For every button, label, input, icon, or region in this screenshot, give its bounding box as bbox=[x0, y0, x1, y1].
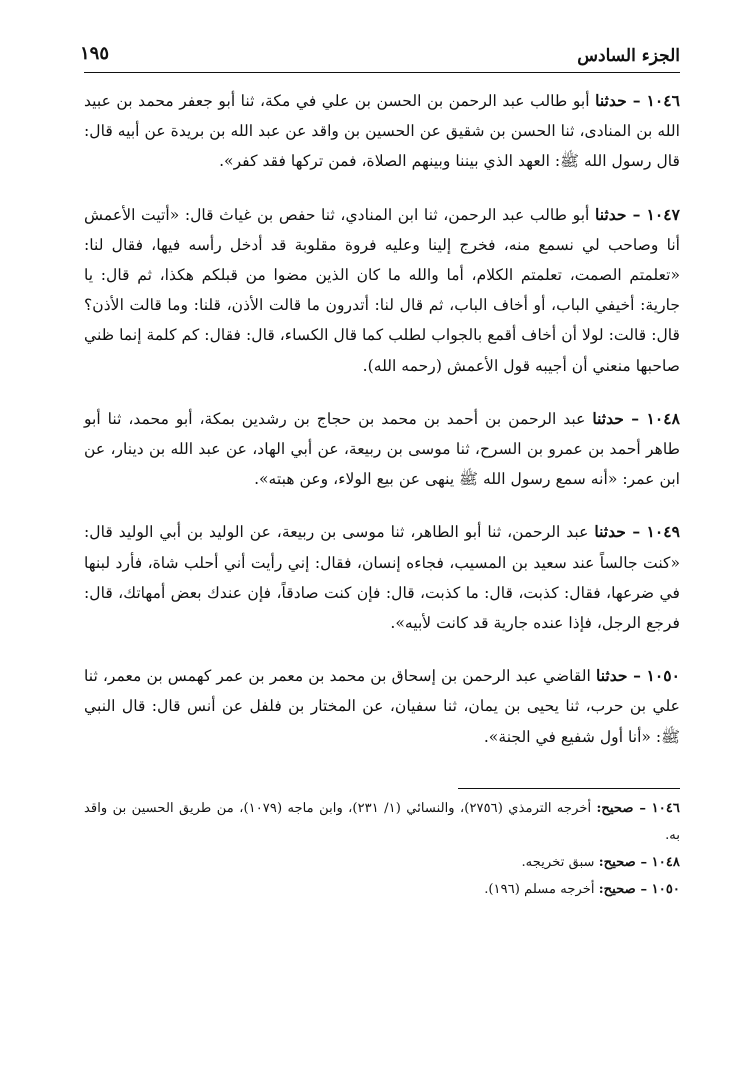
hadith-number: ١٠٤٧ bbox=[646, 204, 680, 224]
hadith-entry bbox=[84, 661, 680, 752]
hadith-entry bbox=[84, 200, 680, 381]
page-number: ١٩٥ bbox=[80, 43, 110, 64]
hadith-dash: – bbox=[627, 666, 647, 686]
footnote-grade: صحيح: bbox=[598, 854, 636, 870]
hadith-number: ١٠٥٠ bbox=[646, 666, 680, 686]
hadith-keyword: حدثنا bbox=[594, 522, 626, 542]
footnote-text: سبق تخريجه. bbox=[521, 854, 599, 870]
hadith-entry bbox=[84, 404, 680, 495]
hadith-keyword: حدثنا bbox=[592, 408, 624, 428]
hadith-text: أبو طالب عبد الرحمن، ثنا ابن المنادي، ثنا حفص بن غياث قال: «أتيت الأعمش أنا وصاحب لي نسمع منه، فخرج إلينا وعليه فروة مقلوبة قد أدخل رأسه فيها، فقال لنا: «تعلمتم الصمت، تعلمتم الكلام، أما والله ما كان الذين مضوا من قبلكم هكذا، ثم قال: يا جارية: أخيفي الباب، أو أخاف الباب، ثم قال لنا: أتدرون ما قالت الأذن، قلنا: وما قالت الأذن؟ قال: قالت: لولا أن أخاف أقمع بالجواب لطلب كما قال الكساء، قال: فقال: كم كلمة إنما ظني صاحبها منعني أن أجيبه قول الأعمش (رحمه الله). bbox=[84, 205, 680, 375]
hadith-dash: – bbox=[623, 408, 647, 428]
footnote-number: ١٠٤٨ bbox=[651, 854, 680, 870]
hadith-number: ١٠٤٨ bbox=[646, 408, 680, 428]
footnote-dash: – bbox=[635, 881, 652, 897]
footnote bbox=[84, 849, 680, 876]
running-title: الجزء السادس bbox=[577, 46, 680, 66]
hadith-text: أبو طالب عبد الرحمن بن الحسن بن علي في مكة، ثنا أبو جعفر محمد بن عبيد الله بن المنادى، ثنا الحسن بن شقيق عن الحسين بن واقد عن عبد الله بن بريدة عن أبيه قال: قال رسول الله ﷺ: العهد الذي بيننا وبينهم الصلاة، فمن تركها فقد كفر». bbox=[84, 92, 680, 171]
footnote-divider bbox=[458, 788, 680, 789]
footnote-number: ١٠٥٠ bbox=[651, 881, 680, 897]
hadith-entry bbox=[84, 86, 680, 177]
footnote-number: ١٠٤٦ bbox=[651, 800, 681, 816]
footnotes bbox=[84, 788, 680, 903]
footnote-dash: – bbox=[635, 854, 652, 870]
hadith-dash: – bbox=[626, 91, 647, 110]
footnote bbox=[84, 795, 680, 849]
footnote bbox=[84, 876, 680, 903]
footnote-text: أخرجه الترمذي (٢٧٥٦)، والنسائي (١/ ٢٣١)، وابن ماجه (١٠٧٩)، من طريق الحسين بن واقد به. bbox=[84, 800, 680, 843]
hadith-entry bbox=[84, 517, 680, 638]
hadith-text: القاضي عبد الرحمن بن إسحاق بن محمد بن معمر بن عمر كهمس بن معمر، ثنا علي بن حرب، ثنا يحيى بن يمان، ثنا سفيان، عن المختار بن فلفل عن أنس قال: قال النبي ﷺ: «أنا أول شفيع في الجنة». bbox=[84, 667, 680, 746]
hadith-dash: – bbox=[625, 522, 647, 542]
footnote-grade: صحيح: bbox=[598, 881, 636, 897]
hadith-keyword: حدثنا bbox=[595, 666, 628, 686]
hadith-keyword: حدثنا bbox=[595, 91, 627, 110]
book-page bbox=[80, 28, 681, 903]
hadith-text: عبد الرحمن بن أحمد بن محمد بن حجاج بن رشدين بمكة، أبو محمد، ثنا أبو طاهر أحمد بن عمرو بن السرح، ثنا موسى بن ربيعة، عن أبي الهاد، عن عبد الله بن دينار، عن ابن عمر: «أنه سمع رسول الله ﷺ ينهى عن بيع الولاء، وعن هبته». bbox=[84, 409, 680, 489]
footnote-grade: صحيح: bbox=[596, 800, 634, 816]
page-header bbox=[80, 28, 680, 73]
hadith-text: عبد الرحمن، ثنا أبو الطاهر، ثنا موسى بن ربيعة، عن الوليد بن أبي الوليد قال: «كنت جالساً عند سعيد بن المسيب، فجاءه إنسان، فقال: إني رأيت أني أحلب شاة، فأرد لبنها في ضرعها، فقال: كذبت، قال: ما كذبت، قال: فإن كنت صادقاً، فإن عندك بعض أمهاتك، قال: فرجع الرجل، فإذا عنده جارية قد كانت لأبيه». bbox=[84, 523, 680, 633]
hadith-dash: – bbox=[626, 204, 647, 224]
footnote-text: أخرجه مسلم (١٩٦). bbox=[484, 881, 599, 897]
footnote-dash: – bbox=[633, 800, 652, 816]
hadith-keyword: حدثنا bbox=[594, 204, 627, 224]
hadith-number: ١٠٤٦ bbox=[646, 91, 680, 110]
hadith-number: ١٠٤٩ bbox=[646, 522, 681, 542]
